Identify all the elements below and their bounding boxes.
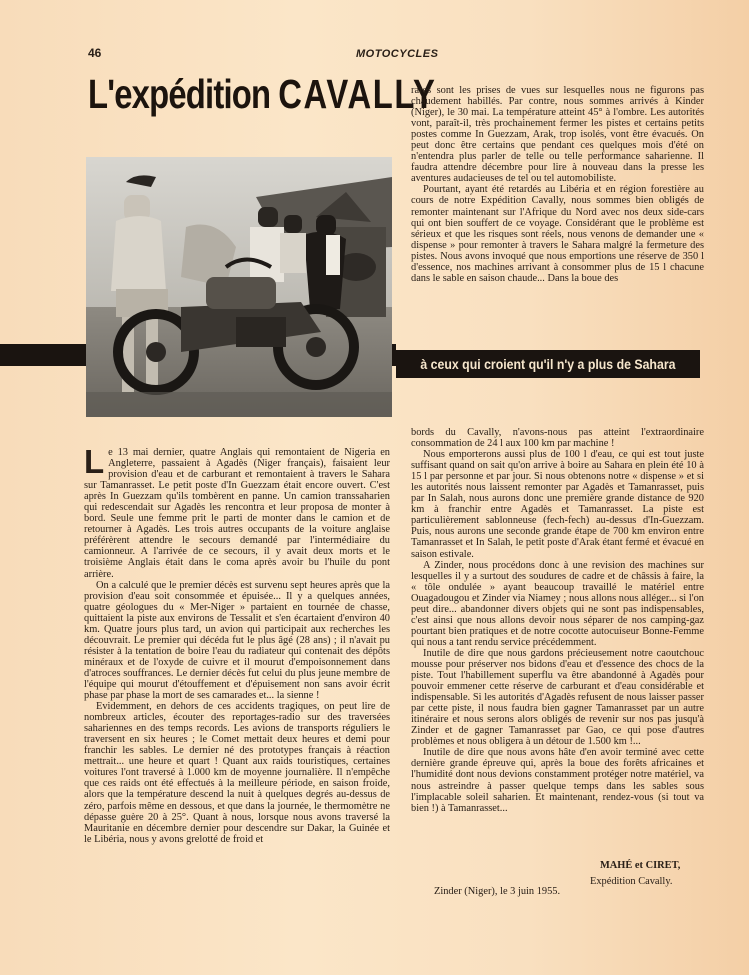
paragraph: A Zinder, nous procédons donc à une revision des machines sur lesquelles il y a surtout des soudures de cadre et de châssis à faire, la « tôle ondulée » ayant beaucoup travaillé le matériel entre Ouagadougou et Zinder via Niamey ; nous allons nous alléger... si l'on peut dire... abandonner divers objets qui ne sont pas indispensables, c'est ainsi que nous allons devoir nous séparer de nos camping-gaz pourtant bien pratiques et de notre cocotte autocuiseur Bonne-Femme qui nous a tant rendu service précédemment. [411, 559, 704, 648]
paragraph: Evidemment, en dehors de ces accidents tragiques, on peut lire de nombreux articles, écouter des reportages-radio sur des traversées sahariennes en des temps records. Les avions de transports réguliers le traversent en six heures ; le Comet mettait deux heures et demi pour franchir les sables. Le dernier né des prototypes français à réaction mettrait... une heure et quart ! Quant aux raids touristiques, certaines voitures l'ont traversé à 1.000 km de moyenne journalière. Il n'empêche que ces raids ont été effectués à la meilleure période, en saison froide, alors que la température descend la nuit à quelques degrés au-dessus de zéro, parfois même en dessous, et que dans la journée, le thermomètre ne dépasse guère 20 à 25°. Quant à nous, lorsque nous avons traversé la Mauritanie en décembre dernier pour descendre sur Dakar, la Guinée et le Libéria, nous y avons grelotté de froid et [84, 701, 390, 845]
expedition-photo [86, 157, 392, 417]
article-title [88, 71, 437, 117]
lead-paragraph: Le 13 mai dernier, quatre Anglais qui remontaient de Nigeria en Angleterre, passaient à Agadès (Niger français), faisaient leur provision d'eau et de carburant et remontaient à travers le Sahara sur Tamanrasset. Le petit poste d'In Guezzam était encore ouvert. C'est après In Guezzam qu'ils tombèrent en panne. Un camion transsaharien qui redescendait sur Agadès les rencontra et leur proposa de monter à bord. Seule une femme prit le parti de monter dans le camion et de retourner à Agadès. Les trois autres occupants de la voiture anglaise préférèrent attendre le secours demandé par l'intermédiaire du camionneur. A l'arrivée de ce secours, il y avait deux morts et le troisième Anglais était dans le coma après avoir bu l'huile du pont arrière. [84, 443, 390, 580]
paragraph: rares sont les prises de vues sur lesquelles nous ne figurons pas chaudement habillés. Par contre, nous sommes arrivés à Kinder (Niger), le 30 mai. La température atteint 45° à l'ombre. Les autorités vont, paraît-il, très prochainement fermer les pistes et certains petits postes comme In Guezzam, Arak, trop isolés, vont être évacués. On peut donc être certains que pendant ces quelques mois d'été on n'entendra plus parler de telle ou telle performance saharienne. Il faudra attendre décembre pour lire à nouveau dans la presse les aventures audacieuses de tel ou tel automobiliste. [411, 85, 704, 185]
title-prefix: L'expédition [88, 71, 271, 117]
article-column-bottom-left [84, 443, 390, 845]
paragraph: Inutile de dire que nous avons hâte d'en avoir terminé avec cette dernière grande épreuve qui, après la boue des forêts africaines et l'humidité dont nous devions constamment protéger notre matériel, va nous astreindre à passer quelque temps dans les sables sous l'implacable soleil saharien. Et maintenant, rendez-vous (si tout va bien !) à Tamanrasset... [411, 747, 704, 814]
drop-cap: L [84, 443, 105, 480]
running-head: MOTOCYCLES [356, 48, 439, 60]
article-subtitle: à ceux qui croient qu'il n'y a plus de Sahara [396, 350, 700, 378]
article-column-bottom-right [411, 427, 704, 814]
article-column-top-right [411, 85, 704, 284]
paragraph: Nous emporterons aussi plus de 100 l d'eau, ce qui est tout juste suffisant quand on sait qu'on arrive à boire au Sahara en plein été 10 à 15 l par personne et par jour. Si nous obtenons notre « dispense » et si les autorités nous laissent remonter par Agadès et Tamanrasset, puis par In Salah, nous aurons donc une première grande distance de 920 km à franchir entre Agadès et Tamanrasset. La piste est particulièrement sablonneuse (fech-fech) au-dessus d'In-Guezzam. Puis, nous aurons une seconde grande étape de 700 km environ entre Tamanrasset et In Salah, le petit poste d'Arak étant fermé et évacué en saison estivale. [411, 449, 704, 560]
paragraph: Inutile de dire que nous gardons précieusement notre caoutchouc mousse pour préserver nos bidons d'eau et d'essence des chocs de la piste. Tout l'habillement superflu va être abandonné à Agadès pour pouvoir emmener cette réserve de carburant et d'eau considérable et indispensable. Si les autorités d'Agadès refusent de nous laisser passer par cette piste, il nous faudra bien gagner Tamanrasset par un autre itinéraire et nous serons alors obligés de revenir sur nos pas jusqu'à Zinder et de gagner Tamanrasset par Gao, ce qui pose d'autres problèmes et nous obligera à un détour de 1.500 km !... [411, 647, 704, 748]
signature [590, 858, 680, 890]
paragraph: On a calculé que le premier décès est survenu sept heures après que la provision d'eau soit consommée et épuisée... Il y a quelques années, quatre géologues du « Mer-Niger » partaient en tournée de chasse, quittaient la piste aux environs de Tessalit et s'en écartaient d'environ 40 km. Quatre jours plus tard, un avion qui participait aux recherches les découvrait. Le premier qui décéda fut le plus âgé (28 ans) ; il n'avait pu résister à la tentation de boire l'eau du radiateur qui contenait des dépôts minéraux et de l'oxyde de cuivre et il mourut d'empoisonnement dans d'atroces souffrances. Le dernier décès fut celui du plus jeune membre de l'équipe qui mourut d'étouffement et d'épuisement non sans avoir écrit phase par phase la mort de ses camarades et... la sienne ! [84, 579, 390, 702]
signature-authors: MAHÉ et CIRET, [600, 860, 681, 871]
paragraph: Pourtant, ayant été retardés au Libéria et en région forestière au cours de notre Expédition Cavally, nous sommes bien obligés de remonter maintenant sur l'Afrique du Nord avec nos deux side-cars qui ont bien souffert de ce voyage. Considérant que le problème est sérieux et que les risques sont réels, nous venons de demander une « dispense » pour remonter à travers le Sahara malgré la fermeture des pistes. Nous avons invoqué que nous emportions une réserve de 350 l d'essence, nos machines arrivant à consommer plus de 15 l chacune dans le sable en saison chaude... Dans la boue des [411, 184, 704, 284]
decorative-band [0, 344, 86, 366]
photo-illustration [86, 157, 392, 417]
page-number: 46 [88, 46, 102, 60]
paragraph: bords du Cavally, n'avons-nous pas atteint l'extraordinaire consommation de 24 l aux 100 km par machine ! [411, 427, 704, 450]
title-name: CAVALLY [278, 71, 437, 117]
signature-group: Expédition Cavally. [590, 876, 673, 887]
dateline: Zinder (Niger), le 3 juin 1955. [434, 886, 561, 897]
